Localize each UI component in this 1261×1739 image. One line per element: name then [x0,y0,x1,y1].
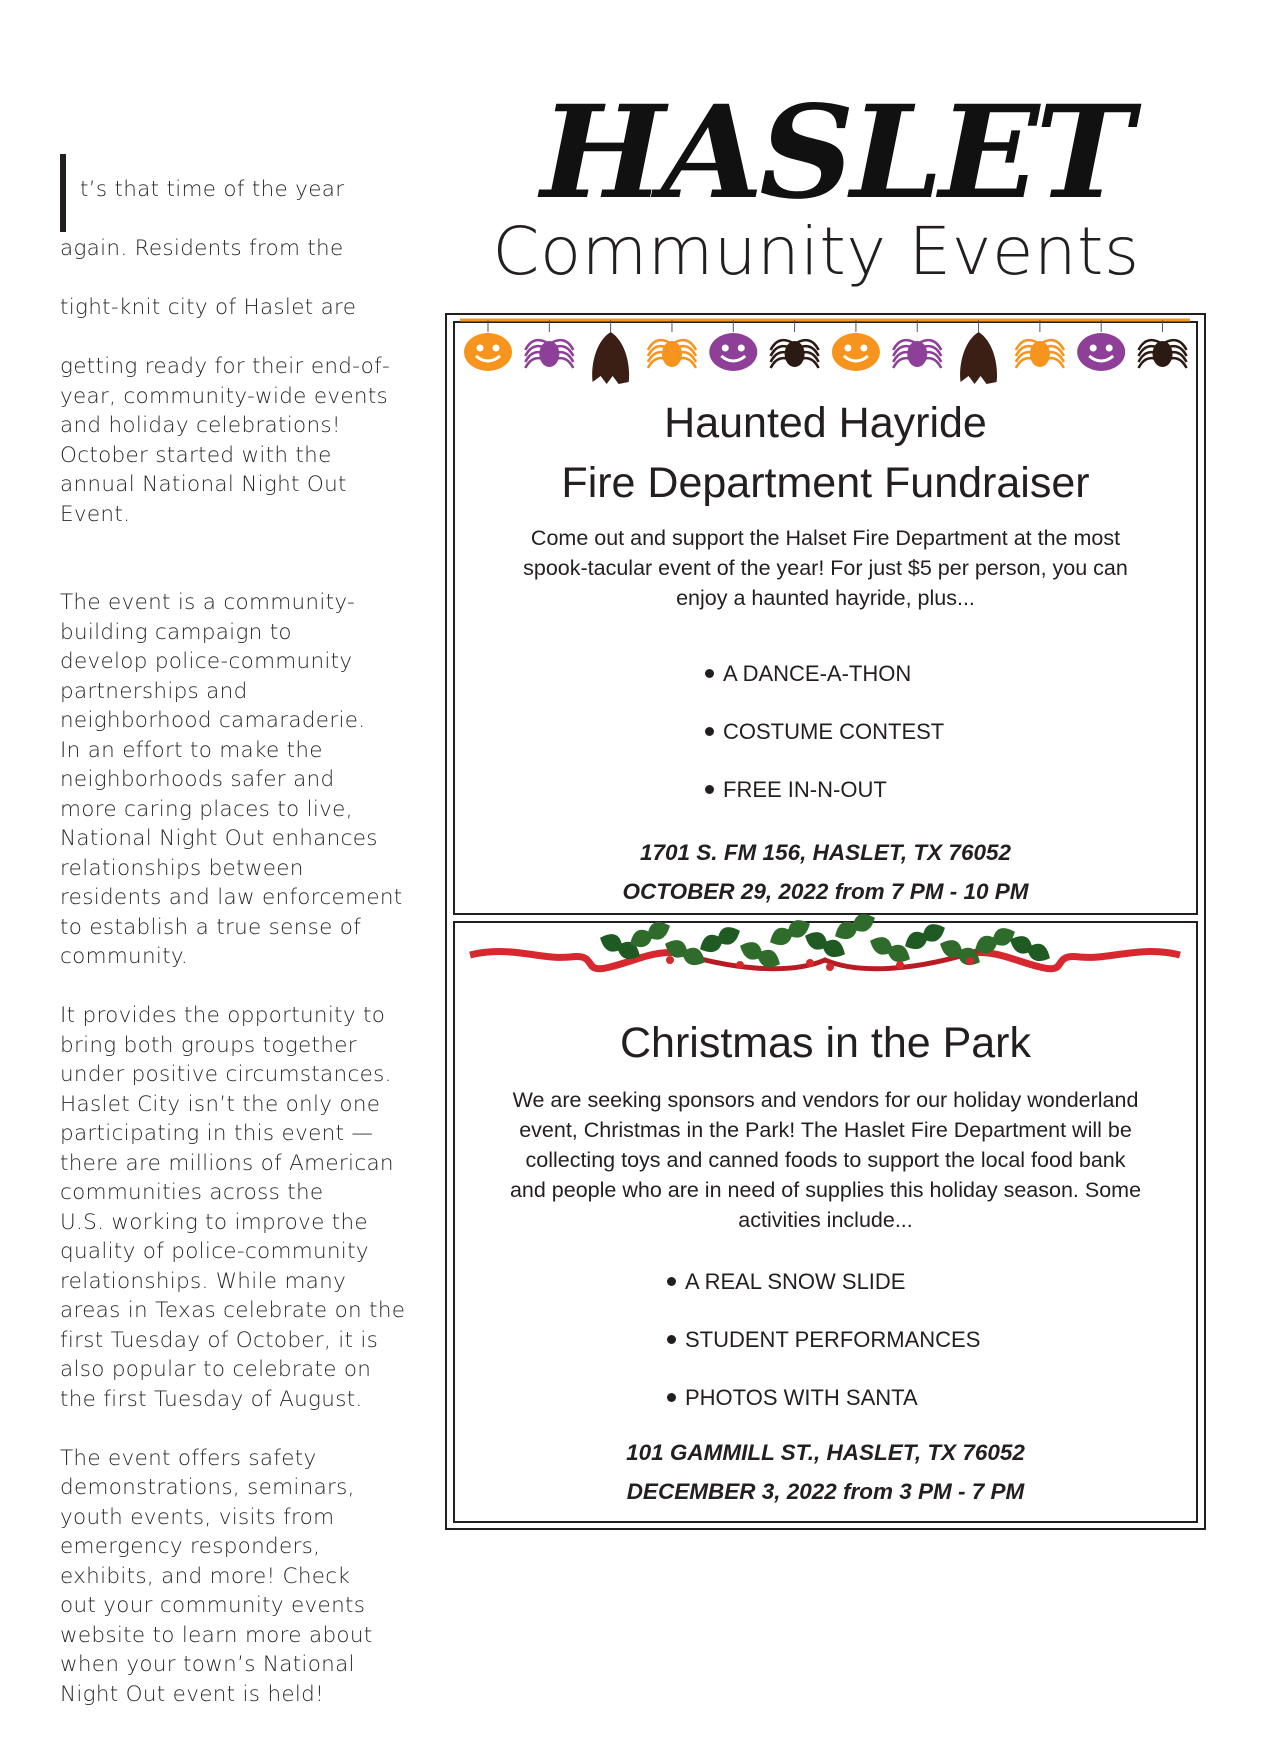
list-item-label: COSTUME CONTEST [723,719,945,744]
event-address: 1701 S. FM 156, HASLET, TX 76052 [640,840,1011,865]
holly-leaf-icon [867,932,914,966]
bullet-icon [667,1277,676,1286]
holly-berry-icon [806,959,814,967]
halloween-ornament-icon [893,320,941,368]
event-title: Christmas in the Park [619,1019,1032,1067]
holly-berry-icon [896,961,904,969]
article-column [60,116,432,1739]
event-description: We are seeking sponsors and vendors for our holiday wonderland event, Christmas in the Park! The Haslet Fire Department will be collecting toys and canned foods to support the local food bank and people who are in need of supplies this holiday season. Some activities include... [509,1088,1142,1232]
event-title [455,393,1196,513]
holly-garland-icon [470,905,1180,1015]
bullet-icon [705,727,714,736]
holly-leaf-icon [901,919,948,953]
halloween-ornament-icon [648,320,696,368]
event-details [455,1433,1196,1511]
article-paragraph-4: The event offers safety demonstrations, seminars, youth events, visits from emergency responders, exhibits, and more! Check out your community events website to learn more about when your town’s National Night Out event is held! [60,1445,373,1707]
list-item-label: PHOTOS WITH SANTA [685,1385,918,1410]
article-paragraph-1 [60,116,432,559]
event-card-haunted-hayride [453,321,1198,915]
event-title-line: Fire Department Fundraiser [561,459,1090,507]
page-subtitle: Community Events [492,213,1140,290]
list-item-label: STUDENT PERFORMANCES [685,1327,981,1352]
list-item [667,1369,1196,1427]
halloween-ornament-icon [1016,320,1064,368]
list-item-label: A REAL SNOW SLIDE [685,1269,906,1294]
event-activities-list [667,1253,1196,1427]
holly-leaf-icon [696,922,743,956]
list-item [667,1311,1196,1369]
event-details [455,833,1196,911]
drop-cap-bar [60,154,66,232]
list-item [705,645,1196,703]
article-line: t’s that time of the year [80,177,345,202]
article-paragraph-3: It provides the opportunity to bring both groups together under positive circumstances. Haslet City isn’t the only one participating in this event — there are millions of American communities across the U.S. working to improve the quality of police-community relationships. While many areas in Texas celebrate on the first Tuesday of October, it is also popular to celebrate on the first Tuesday of August. [60,1003,406,1412]
holly-berry-icon [826,963,834,971]
halloween-ornament-icon [1139,320,1187,368]
event-address: 101 GAMMILL ST., HASLET, TX 76052 [626,1440,1025,1465]
event-description: Come out and support the Halset Fire Department at the most spook-tacular event of the year! For just $5 per person, you can enjoy a haunted hayride, plus... [523,526,1128,610]
halloween-ornament-icon [525,320,573,368]
list-item [667,1253,1196,1311]
bullet-icon [705,785,714,794]
article-line: getting ready for their end-of- year, community-wide events and holiday celebrations! October started with the annual National Night Out Event. [60,354,391,527]
list-item [705,703,1196,761]
halloween-ornament-icon [464,320,512,371]
list-item-label: FREE IN-N-OUT [723,777,887,802]
halloween-ornament-icon [709,320,757,371]
event-date: OCTOBER 29, 2022 from 7 PM - 10 PM [622,879,1029,904]
halloween-ornament-icon [771,320,819,368]
event-date: DECEMBER 3, 2022 from 3 PM - 7 PM [626,1479,1025,1504]
holly-leaf-icon [831,909,878,943]
event-title-line: Haunted Hayride [664,399,987,447]
article-line: again. Residents from the [60,236,344,261]
halloween-ornament-icon [1077,320,1125,371]
holly-berry-icon [736,961,744,969]
event-activities-list [705,645,1196,819]
holly-berry-icon [666,956,674,964]
article-paragraph-2: The event is a community- building campaign to develop police-community partnerships and neighborhood camaraderie. In an effort to make the neighborhoods safer and more caring places to live, National Night Out enhances relationships between residents and law enforcement to establish a true sense of community. [60,590,403,969]
bullet-icon [667,1335,676,1344]
halloween-ornament-icon [832,320,880,371]
holly-leaf-icon [766,915,813,949]
holly-berry-icon [966,957,974,965]
bullet-icon [667,1393,676,1402]
halloween-ornament-icon [592,320,629,384]
list-item [705,761,1196,819]
halloween-garland-icon [460,318,1190,390]
bullet-icon [705,669,714,678]
article-line: tight-knit city of Haslet are [60,295,357,320]
page-title: HASLET [540,78,1130,228]
halloween-ornament-icon [960,320,997,384]
list-item-label: A DANCE-A-THON [723,661,912,686]
